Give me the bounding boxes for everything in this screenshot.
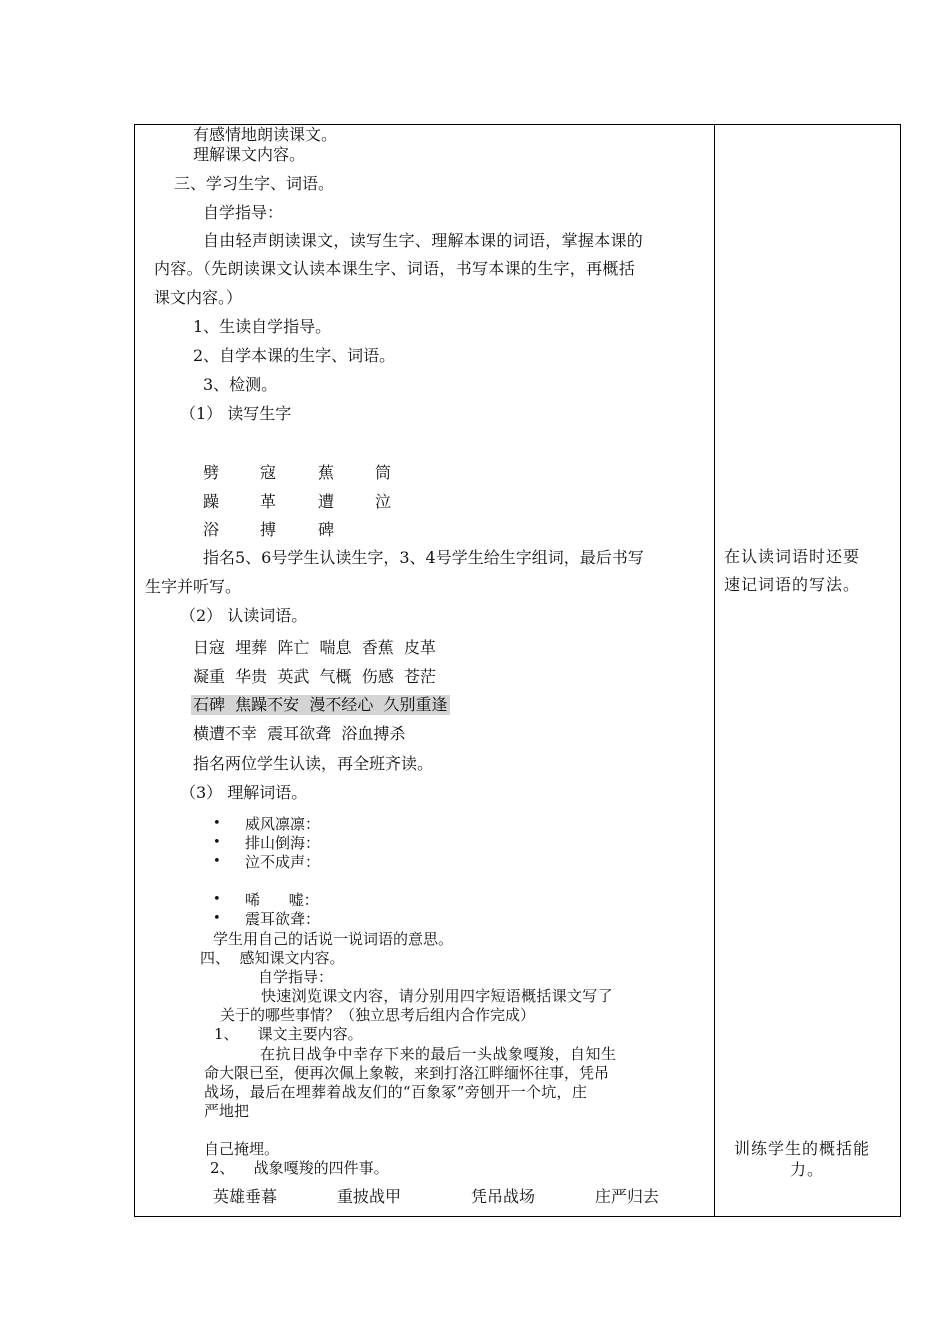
vocab-item: 泣不成声： — [245, 853, 321, 871]
subsection-heading: （1） 读写生字 — [180, 404, 292, 423]
event-item: 英雄垂暮 — [213, 1187, 278, 1206]
char-item: 躁 — [203, 492, 220, 511]
column-divider — [714, 124, 715, 1217]
text-line: 战场，最后在埋葬着战友们的“百象冢”旁刨开一个坑，庄 — [204, 1083, 588, 1101]
text-line: 关于的哪些事情？（独立思考后组内合作完成） — [220, 1006, 536, 1024]
char-item: 革 — [260, 492, 277, 511]
text-line: 自学指导： — [258, 968, 334, 986]
vocab-item: 唏 嘘： — [245, 891, 319, 909]
char-item: 遭 — [318, 492, 335, 511]
text-line: 学生用自己的话说一说词语的意思。 — [213, 930, 454, 948]
vocab-item: 排山倒海： — [245, 834, 321, 852]
note-text: 力。 — [790, 1160, 825, 1179]
text-line: 指名5、6号学生认读生字，3、4号学生给生字组词，最后书写 — [203, 548, 644, 567]
char-item: 浴 — [203, 520, 220, 539]
text-line: 自己掩埋。 — [204, 1140, 280, 1158]
word-row: 横遭不幸 震耳欲聋 浴血搏杀 — [193, 724, 406, 743]
note-text: 速记词语的写法。 — [724, 575, 861, 594]
bullet-icon: • — [213, 835, 221, 850]
note-text: 在认读词语时还要 — [724, 547, 861, 566]
word-row-highlighted: 石碑 焦躁不安 漫不经心 久别重逢 — [193, 695, 448, 714]
text-line: 1、 课文主要内容。 — [214, 1025, 363, 1043]
note-text: 训练学生的概括能 — [734, 1139, 871, 1158]
text-line: 命大限已至，便再次佩上象鞍，来到打洛江畔缅怀往事，凭吊 — [204, 1064, 610, 1082]
text-line: 自由轻声朗读课文，读写生字、理解本课的词语，掌握本课的 — [203, 231, 644, 250]
event-item: 庄严归去 — [595, 1187, 660, 1206]
text-line: 1、生读自学指导。 — [193, 317, 332, 336]
text-line: 理解课文内容。 — [193, 145, 306, 164]
text-line: 在抗日战争中幸存下来的最后一头战象嘎羧，自知生 — [260, 1045, 617, 1063]
text-line: 内容。（先朗读课文认读本课生字、词语，书写本课的生字，再概括 — [154, 259, 636, 278]
vocab-item: 震耳欲聋： — [245, 910, 321, 928]
bullet-icon: • — [213, 892, 221, 907]
char-item: 劈 — [203, 463, 220, 482]
text-line: 课文内容。） — [154, 288, 243, 307]
subsection-heading: （3） 理解词语。 — [180, 783, 308, 802]
text-line: 生字并听写。 — [145, 577, 242, 596]
text-line: 2、自学本课的生字、词语。 — [193, 346, 396, 365]
text-line: 有感情地朗读课文。 — [193, 125, 338, 144]
event-item: 重披战甲 — [337, 1187, 402, 1206]
section-heading: 三、学习生字、词语。 — [174, 174, 335, 193]
bullet-icon: • — [213, 911, 221, 926]
text-line: 自学指导： — [203, 203, 284, 222]
vocab-item: 威风凛凛： — [245, 815, 321, 833]
char-item: 泣 — [375, 492, 392, 511]
word-row: 日寇 埋葬 阵亡 喘息 香蕉 皮革 — [193, 638, 436, 657]
text-line: 2、 战象嘎羧的四件事。 — [210, 1159, 389, 1177]
text-line: 指名两位学生认读，再全班齐读。 — [193, 754, 434, 773]
text-line: 快速浏览课文内容，请分别用四字短语概括课文写了 — [261, 987, 613, 1005]
char-item: 搏 — [260, 520, 277, 539]
bullet-icon: • — [213, 854, 221, 869]
event-item: 凭吊战场 — [471, 1187, 536, 1206]
word-row: 凝重 华贵 英武 气概 伤感 苍茫 — [193, 667, 436, 686]
section-heading: 四、 感知课文内容。 — [200, 949, 345, 967]
char-item: 筒 — [375, 463, 392, 482]
char-item: 碑 — [318, 520, 335, 539]
char-item: 蕉 — [318, 463, 335, 482]
subsection-heading: （2） 认读词语。 — [180, 606, 308, 625]
char-item: 寇 — [260, 463, 277, 482]
text-line: 3、检测。 — [203, 375, 278, 394]
bullet-icon: • — [213, 816, 221, 831]
text-line: 严地把 — [204, 1102, 250, 1120]
